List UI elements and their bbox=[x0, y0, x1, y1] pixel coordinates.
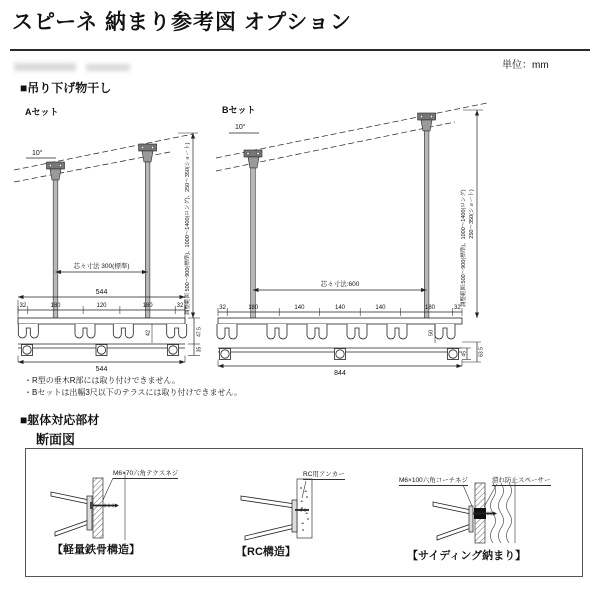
detail-siding bbox=[433, 483, 515, 543]
caption-siding: 【サイディング納まり】 bbox=[407, 550, 527, 562]
hanger-right bbox=[418, 113, 436, 318]
dim-label: 32 bbox=[19, 303, 27, 309]
note-line: ・R型の垂木R部には取り付けできません。 bbox=[24, 376, 181, 385]
range-label: 調整範囲 500〜900(標準)、1000〜1400(ロング)、250〜350(ショート) bbox=[185, 142, 191, 315]
hook-depth-label: 50 bbox=[428, 329, 435, 337]
callout-anchor-rc: RC用アンカー bbox=[303, 471, 345, 478]
set-a-drawing bbox=[10, 116, 210, 378]
set-b-label: Bセット bbox=[222, 105, 256, 115]
side-dim-label: 63.5 bbox=[478, 347, 485, 357]
section-heading-frame: ■躯体対応部材 bbox=[20, 413, 100, 427]
side-dim-label: 45 bbox=[461, 351, 468, 357]
pitch-label: 芯々寸法 300(標準) bbox=[73, 263, 130, 270]
redacted-smudge bbox=[14, 63, 76, 71]
detail-steel bbox=[51, 472, 125, 540]
dim-label: 180 bbox=[248, 305, 259, 311]
page-title: スピーネ 納まり参考図 オプション bbox=[12, 11, 352, 34]
dim-label: 32 bbox=[454, 305, 461, 311]
hook-depth-label: 42 bbox=[145, 329, 152, 337]
callout-screw-siding: M6×100六角コーチネジ bbox=[399, 477, 468, 484]
hanger-left bbox=[244, 150, 262, 318]
range-label: 250〜350(ショート) bbox=[469, 189, 475, 239]
bottom-total-label: 844 bbox=[334, 370, 346, 377]
dim-label: 180 bbox=[424, 305, 436, 311]
range-label: 調整範囲:500〜900(標準)、1000〜1400(ロング) bbox=[461, 189, 467, 307]
angle-label: 10° bbox=[235, 124, 246, 131]
holder-bar bbox=[217, 318, 462, 360]
caption-steel: 【軽量鉄骨構造】 bbox=[52, 544, 140, 556]
dim-label: 180 bbox=[50, 303, 61, 309]
side-dim-label: 35 bbox=[196, 346, 203, 353]
bottom-total-dimension bbox=[18, 356, 185, 363]
subheading-cross-section: 断面図 bbox=[36, 432, 76, 447]
dim-label: 32 bbox=[176, 303, 184, 309]
hanger-right bbox=[139, 144, 157, 318]
side-dim-label: 47.5 bbox=[196, 327, 203, 337]
dim-label: 140 bbox=[334, 305, 346, 311]
set-a-label: Aセット bbox=[25, 107, 59, 117]
dim-label: 120 bbox=[96, 303, 107, 309]
callout-spacer: 潰れ防止スペーサー bbox=[492, 477, 551, 484]
callout-screw-steel: M6×70六角テクスネジ bbox=[113, 470, 179, 477]
caption-rc: 【RC構造】 bbox=[236, 546, 296, 558]
top-total-label: 544 bbox=[95, 289, 108, 296]
set-b-drawing bbox=[215, 100, 505, 380]
dim-label: 180 bbox=[142, 303, 153, 309]
holder-bar bbox=[18, 318, 187, 356]
redacted-smudge bbox=[86, 64, 130, 71]
pitch-label: 芯々寸法:600 bbox=[320, 281, 360, 288]
section-heading-hanging: ■吊り下げ物干し bbox=[20, 81, 112, 95]
angle-label: 10° bbox=[32, 150, 43, 157]
hanger-left bbox=[47, 162, 65, 318]
header-divider bbox=[10, 49, 590, 51]
dim-label: 32 bbox=[219, 305, 226, 311]
roof-lines bbox=[14, 134, 193, 182]
detail-rc bbox=[241, 479, 312, 540]
dim-label: 140 bbox=[294, 305, 305, 311]
bottom-total-label: 544 bbox=[95, 366, 108, 373]
note-line: ・Bセットは出幅3尺以下のテラスには取り付けできません。 bbox=[24, 388, 243, 397]
dim-label: 140 bbox=[375, 305, 386, 311]
bottom-total-dimension bbox=[218, 360, 462, 367]
unit-label: 単位：mm bbox=[502, 60, 549, 71]
